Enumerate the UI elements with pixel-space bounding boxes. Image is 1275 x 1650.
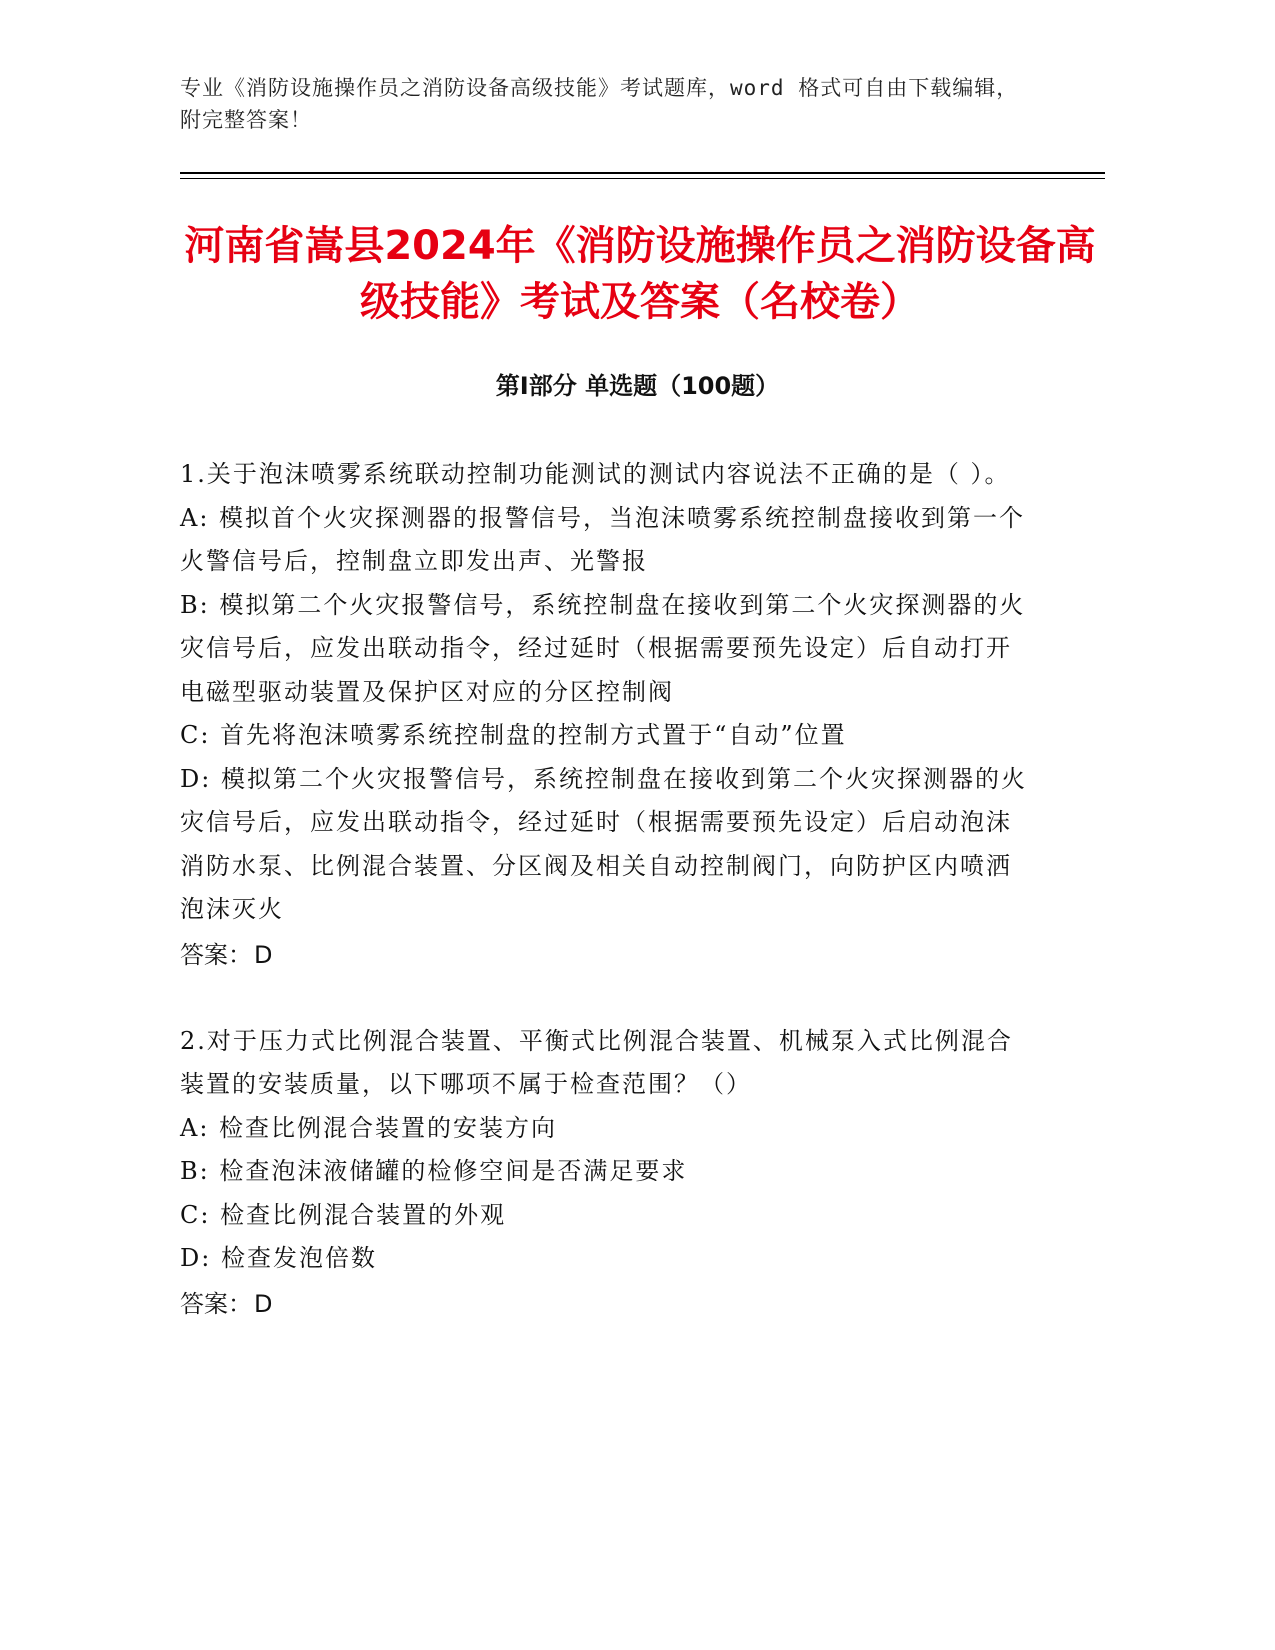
section-title: 第Ⅰ部分 单选题（100题） [495, 372, 780, 400]
answer-value: D [254, 940, 273, 969]
option-d: D: 检查发泡倍数 [180, 1244, 377, 1272]
header-rule-thin [180, 178, 1105, 179]
option-b: B: 检查泡沫液储罐的检修空间是否满足要求 [180, 1157, 688, 1185]
document-title: 河南省嵩县2024年《消防设施操作员之消防设备高级技能》考试及答案（名校卷） [184, 223, 1096, 325]
header-rule-thick [180, 172, 1105, 174]
question-stem: 2.对于压力式比例混合装置、平衡式比例混合装置、机械泵入式比例混合装置的安装质量，以下哪项不属于检查范围？（） [180, 1026, 1013, 1098]
option-d: D: 模拟第二个火灾报警信号，系统控制盘在接收到第二个火灾探测器的火灾信号后，应发出联动指令，经过延时（根据需要预先设定）后启动泡沫消防水泵、比例混合装置、分区阀及相关自动控制阀门，向防护区内喷洒泡沫灭火 [180, 764, 1027, 923]
option-a: A: 模拟首个火灾探测器的报警信号，当泡沫喷雾系统控制盘接收到第一个火警信号后，控制盘立即发出声、光警报 [180, 503, 1026, 575]
option-c: C: 检查比例混合装置的外观 [180, 1200, 507, 1229]
question-list [180, 453, 1035, 1369]
option-c: C: 首先将泡沫喷雾系统控制盘的控制方式置于“自动”位置 [180, 721, 847, 749]
answer-line [180, 932, 1035, 978]
answer-line [180, 1281, 1035, 1327]
question-2 [180, 1020, 1035, 1327]
header-note: 专业《消防设施操作员之消防设备高级技能》考试题库，word 格式可自由下载编辑，附完整答案！ [180, 76, 1019, 132]
answer-label: 答案： [180, 940, 252, 969]
answer-value: D [254, 1289, 273, 1318]
question-1 [180, 453, 1035, 978]
option-b: B: 模拟第二个火灾报警信号，系统控制盘在接收到第二个火灾探测器的火灾信号后，应发出联动指令，经过延时（根据需要预先设定）后自动打开电磁型驱动装置及保护区对应的分区控制阀 [180, 590, 1026, 706]
answer-label: 答案： [180, 1289, 252, 1318]
option-a: A: 检查比例混合装置的安装方向 [180, 1113, 558, 1142]
question-stem: 1.关于泡沫喷雾系统联动控制功能测试的测试内容说法不正确的是（ ）。 [180, 460, 1011, 488]
